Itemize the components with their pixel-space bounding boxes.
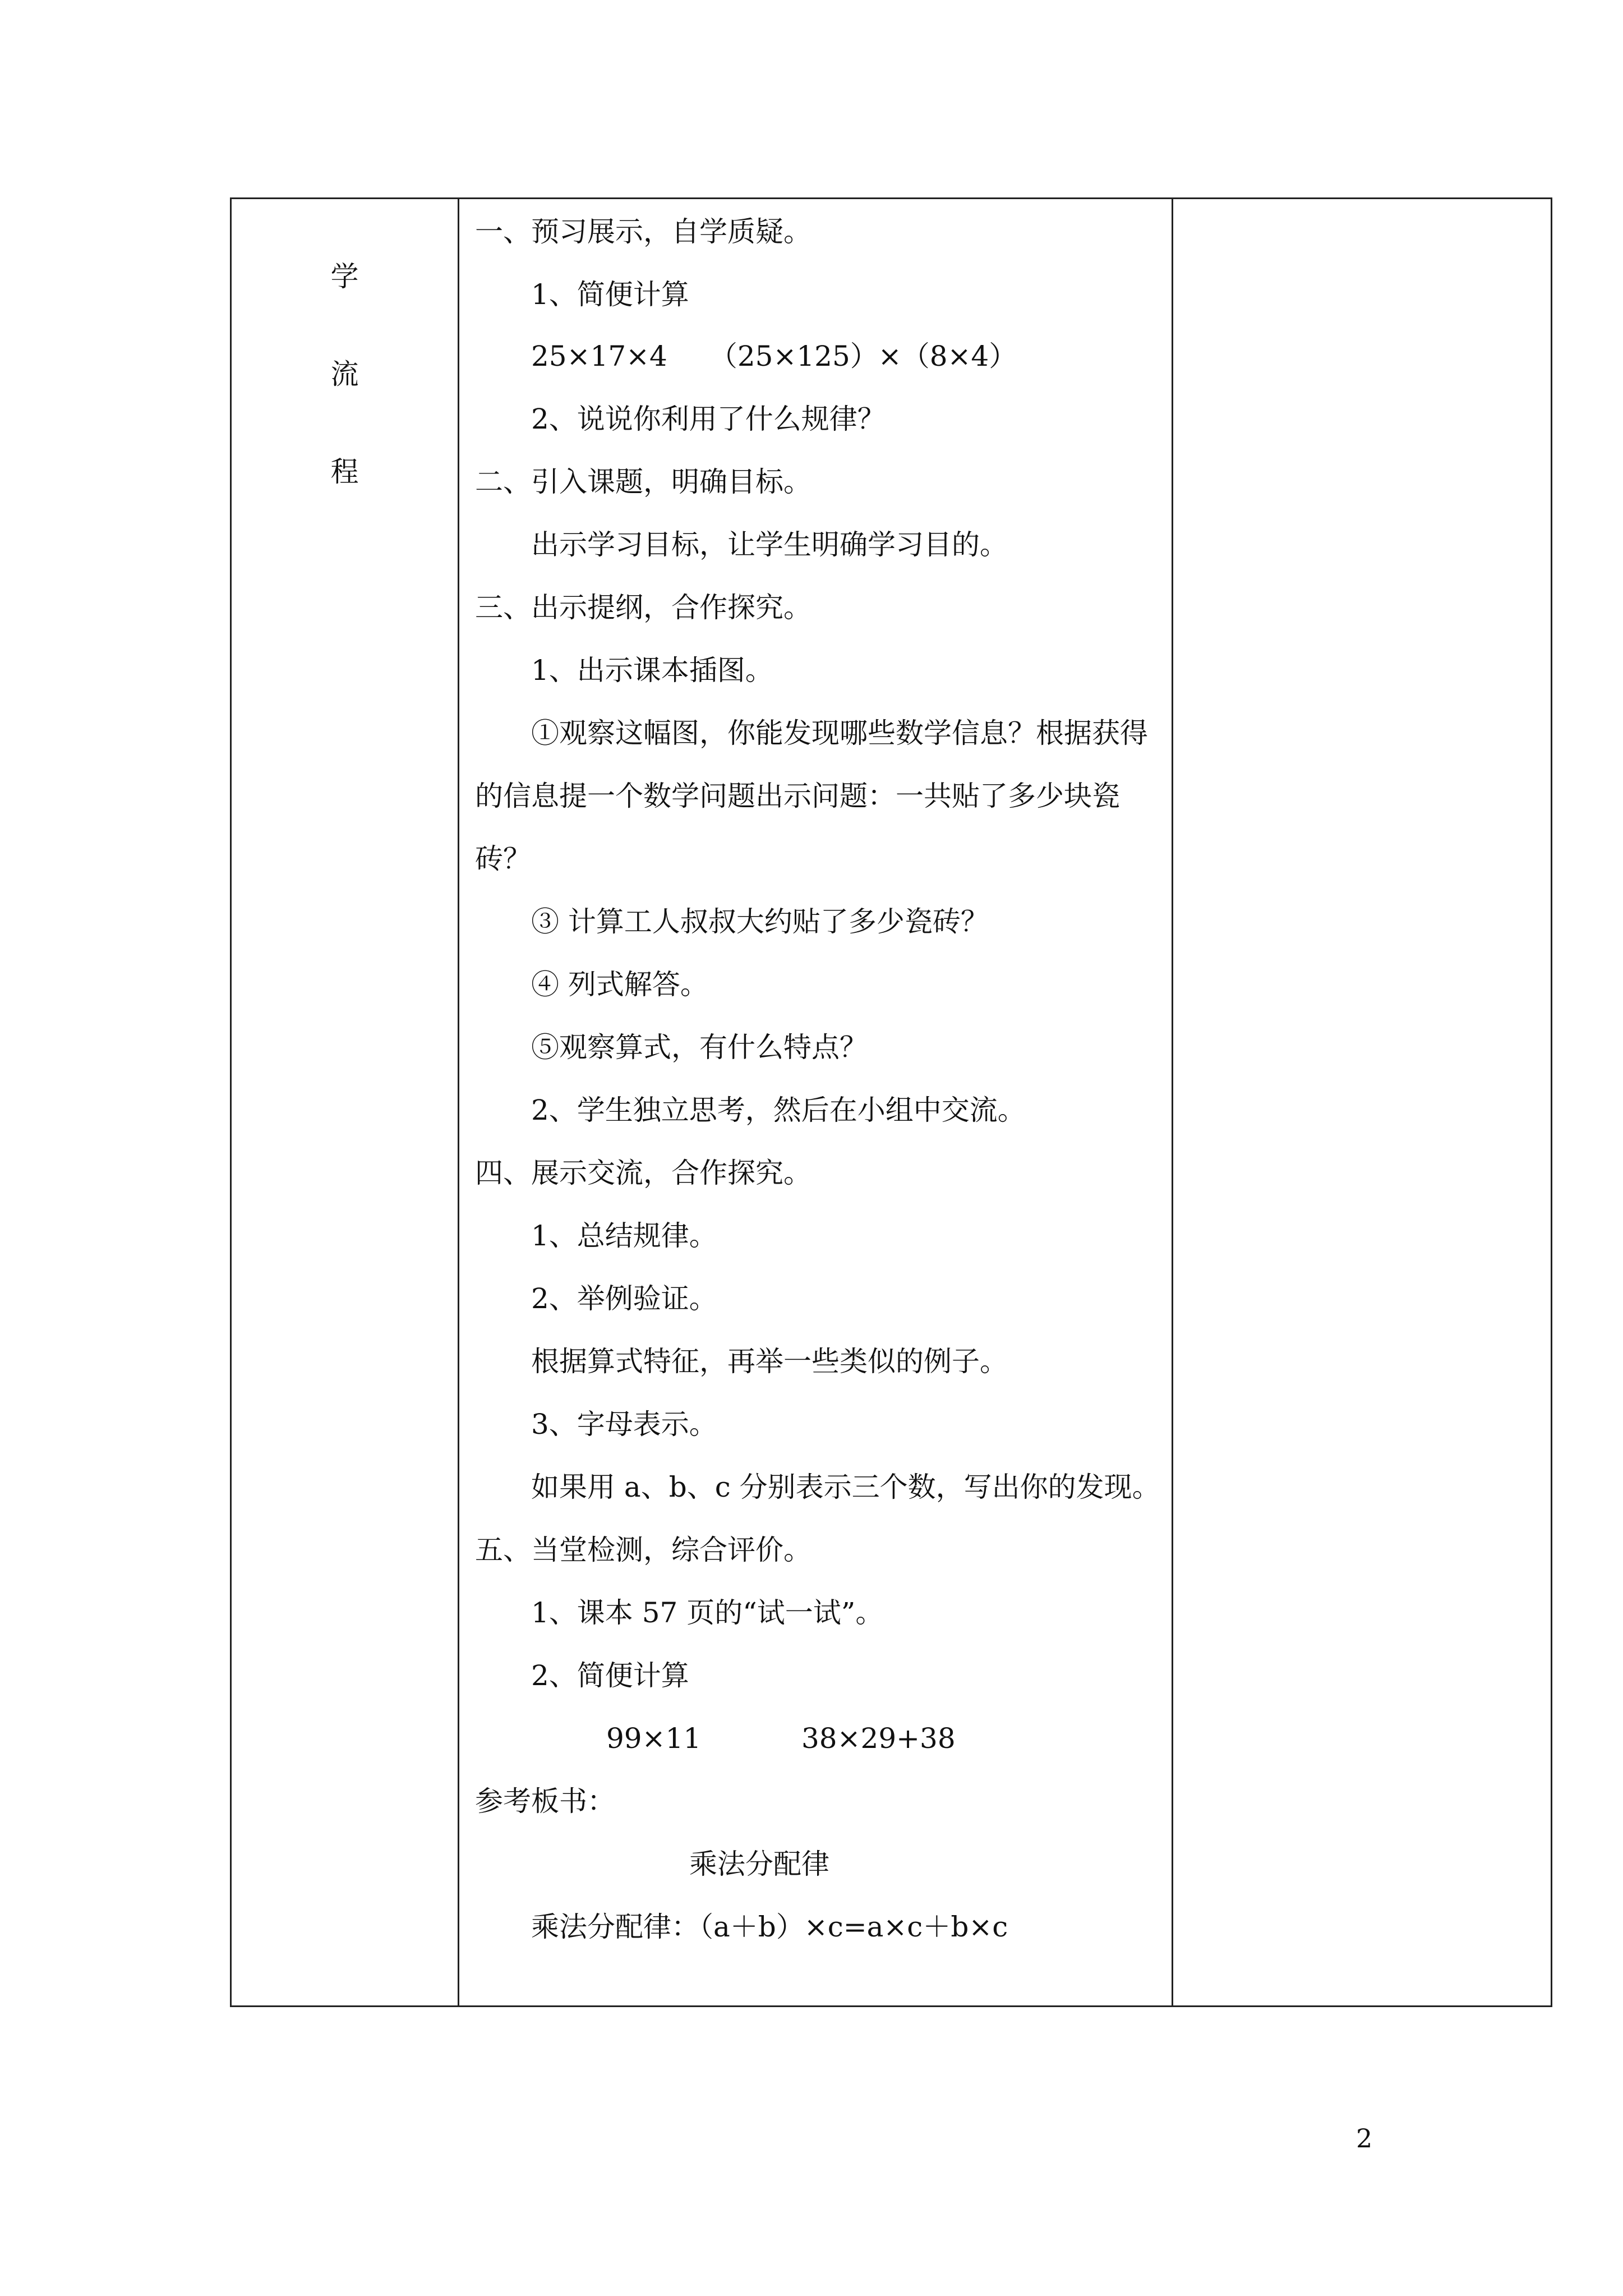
- content-line: 如果用 a、b、c 分别表示三个数，写出你的发现。: [531, 1471, 1160, 1503]
- label-column: [232, 199, 459, 2005]
- content-line: 的信息提一个数学问题出示问题：一共贴了多少块瓷: [475, 780, 1120, 812]
- content-line: 出示学习目标，让学生明确学习目的。: [531, 528, 1008, 561]
- section-heading-3: 三、出示提纲，合作探究。: [475, 591, 811, 624]
- page-number: 2: [1356, 2123, 1373, 2154]
- formula-line: 25×17×4 （25×125）×（8×4）: [531, 340, 1017, 372]
- content-column: [459, 199, 1173, 2005]
- section-heading-2: 二、引入课题，明确目标。: [475, 466, 811, 498]
- content-line: 1、总结规律。: [531, 1220, 717, 1252]
- content-line: 2、说说你利用了什么规律？: [531, 403, 886, 435]
- content-line: 1、简便计算: [531, 278, 689, 311]
- formula-line: 38×29+38: [801, 1722, 956, 1755]
- content-line: 1、出示课本插图。: [531, 654, 773, 687]
- notes-column: [1173, 199, 1551, 2005]
- content-line: 参考板书：: [475, 1785, 615, 1818]
- content-line: 1、课本 57 页的“试一试”。: [531, 1596, 884, 1629]
- content-line: 2、简便计算: [531, 1659, 689, 1692]
- section-heading-4: 四、展示交流，合作探究。: [475, 1157, 811, 1189]
- lesson-table: [230, 197, 1552, 2007]
- formula-line: 99×11: [606, 1722, 702, 1755]
- formula-line: 乘法分配律：（a＋b）×c=a×c＋b×c: [531, 1911, 1008, 1943]
- label-char-xue: 学: [330, 260, 359, 293]
- content-line: 3、字母表示。: [531, 1408, 717, 1441]
- section-heading-5: 五、当堂检测，综合评价。: [475, 1534, 811, 1566]
- content-line: 根据算式特征，再举一些类似的例子。: [531, 1345, 1008, 1378]
- content-line: 砖？: [475, 843, 531, 875]
- content-line: ④ 列式解答。: [531, 968, 708, 1001]
- board-title: 乘法分配律: [689, 1848, 829, 1880]
- content-line: 2、学生独立思考，然后在小组中交流。: [531, 1094, 1026, 1126]
- section-heading-1: 一、预习展示，自学质疑。: [475, 215, 811, 248]
- label-char-liu: 流: [330, 358, 359, 390]
- content-line: ①观察这幅图，你能发现哪些数学信息？根据获得: [531, 717, 1148, 749]
- content-line: 2、举例验证。: [531, 1282, 717, 1315]
- label-char-cheng: 程: [330, 455, 359, 488]
- content-line: ③ 计算工人叔叔大约贴了多少瓷砖？: [531, 905, 989, 938]
- content-line: ⑤观察算式，有什么特点？: [531, 1031, 868, 1064]
